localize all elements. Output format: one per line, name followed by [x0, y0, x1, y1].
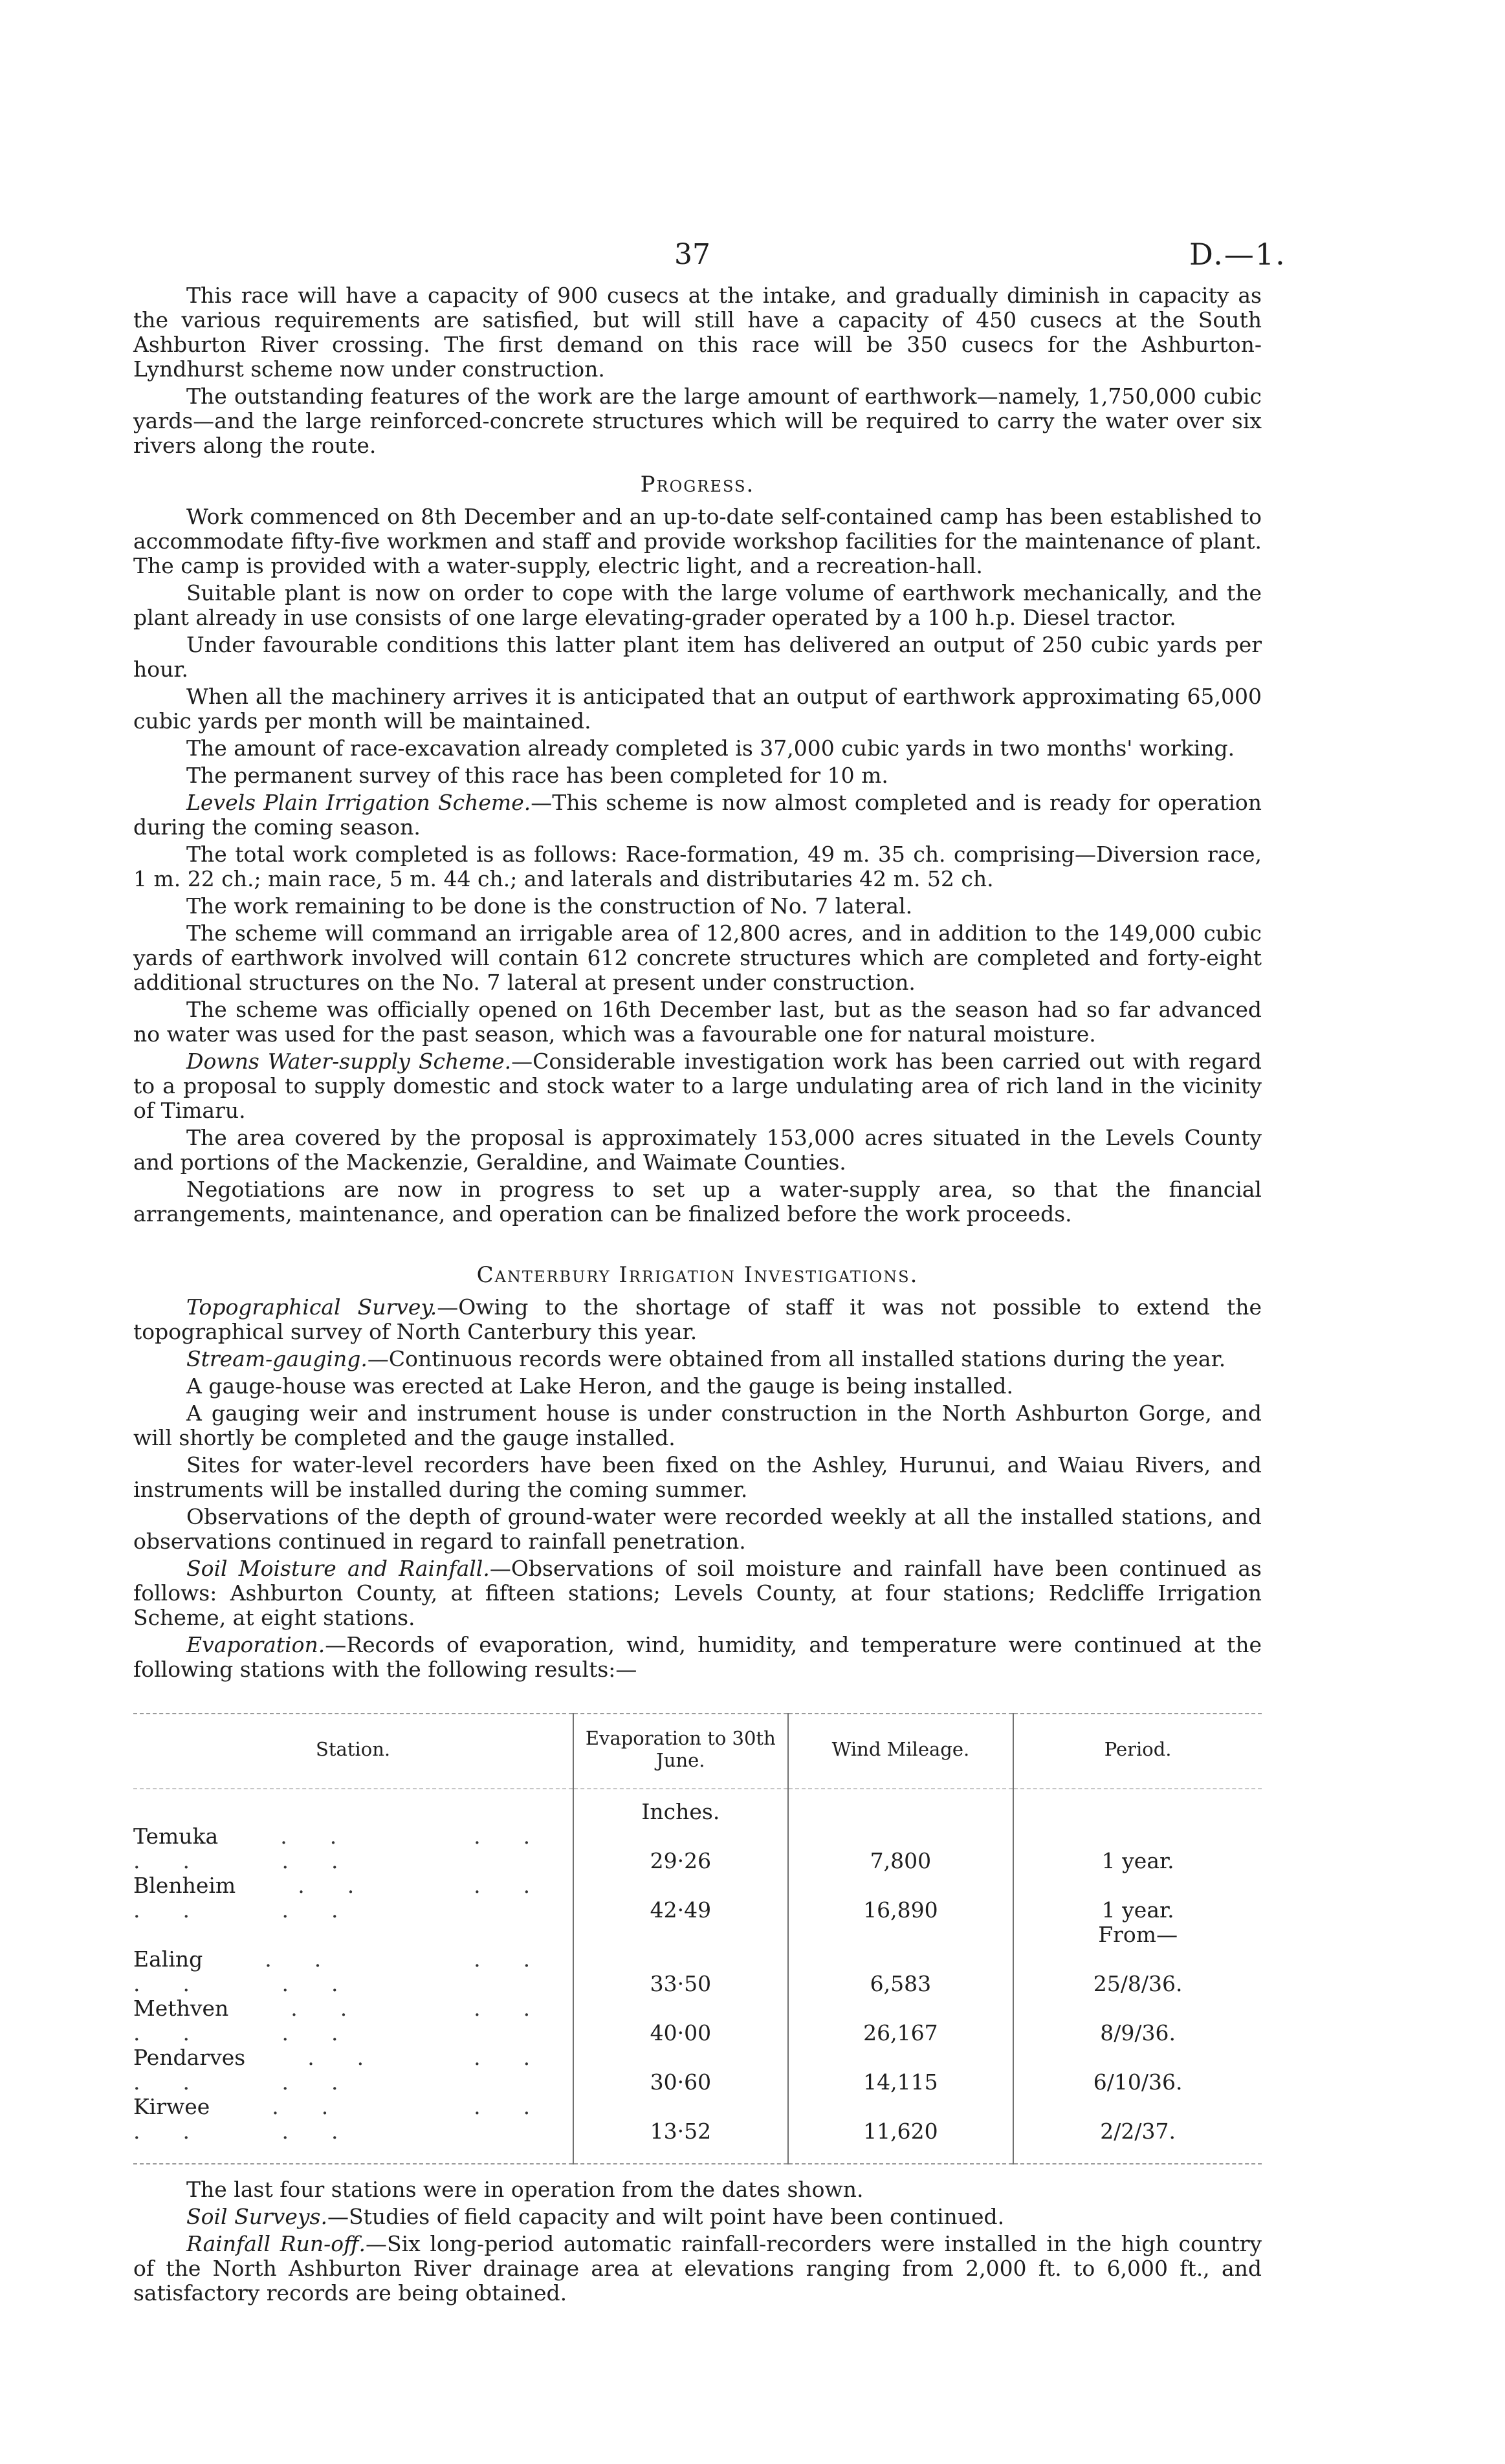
- from-label: From—: [1013, 1923, 1262, 1947]
- paragraph-text: —Records of evaporation, wind, humidity, and temperature were continued at the following stations with the following results:—: [133, 1632, 1262, 1682]
- paragraph-text: —Six long-period automatic rainfall-recorders were installed in the high country of the North Ashburton River drainage area at elevations ranging from 2,000 ft. to 6,000 ft., and satisfactory records are being obtained.: [133, 2231, 1262, 2306]
- period-cell: 1 year.: [1013, 1873, 1262, 1923]
- units-label: Inches.: [573, 1789, 787, 1824]
- paragraph-evaporation: [133, 1633, 1262, 1682]
- evaporation-cell: 30·60: [573, 2045, 787, 2095]
- table-row: [133, 1824, 1262, 1873]
- paragraph-stream-gauging: [133, 1347, 1262, 1371]
- subheading-evaporation: Evaporation.: [186, 1632, 325, 1657]
- paragraph: The total work completed is as follows: Race-formation, 49 m. 35 ch. comprising—Diversion race, 1 m. 22 ch.; main race, 5 m. 44 ch.; and laterals and distributaries 42 m. 52 ch.: [133, 842, 1262, 891]
- table-row: [133, 2045, 1262, 2095]
- section-heading-progress: Progress.: [640, 472, 755, 497]
- paragraph: Suitable plant is now on order to cope with the large volume of earthwork mechanically, and the plant already in use consists of one large elevating-grader operated by a 100 h.p. Diesel tractor.: [133, 580, 1262, 630]
- table-row-station: [133, 1947, 573, 1996]
- paragraph: Sites for water-level recorders have been fixed on the Ashley, Hurunui, and Waiau Rivers, and instruments will be installed during the coming summer.: [133, 1452, 1262, 1502]
- column-header-station: Station.: [133, 1714, 573, 1789]
- period-cell: 1 year.: [1013, 1824, 1262, 1873]
- paragraph: The permanent survey of this race has been completed for 10 m.: [186, 763, 888, 788]
- paragraph-rainfall-runoff: [133, 2232, 1262, 2306]
- paragraph-text: —Considerable investigation work has been carried out with regard to a proposal to supply domestic and stock water to a large undulating area of rich land in the vicinity of Timaru.: [133, 1049, 1262, 1123]
- period-cell: 8/9/36.: [1013, 1996, 1262, 2045]
- paragraph: A gauging weir and instrument house is under construction in the North Ashburton Gorge, and will shortly be completed and the gauge installed.: [133, 1401, 1262, 1450]
- column-header-period: Period.: [1013, 1714, 1262, 1789]
- document-id: D.—1.: [1189, 237, 1286, 272]
- station-name: Temuka: [133, 1824, 219, 1849]
- period-cell: 2/2/37.: [1013, 2095, 1262, 2164]
- subheading-soil-moisture: Soil Moisture and Rainfall.: [186, 1556, 490, 1581]
- station-name: Kirwee: [133, 2094, 210, 2119]
- leader-dots: .. .. .. ..: [133, 1996, 573, 2045]
- leader-dots: .. .. .. ..: [133, 2094, 573, 2144]
- paragraph: Work commenced on 8th December and an up-to-date self-contained camp has been established to accommodate fifty-five workmen and staff and provide workshop facilities for the maintenance of plant. The camp is provided with a water-supply, electric light, and a recreation-hall.: [133, 504, 1262, 578]
- column-header-evaporation: Evaporation to 30th June.: [573, 1714, 787, 1789]
- paragraph: A gauge-house was erected at Lake Heron, and the gauge is being installed.: [186, 1373, 1014, 1399]
- table-row-station: [133, 2045, 573, 2095]
- table-row: [133, 2095, 1262, 2164]
- table-row: [133, 1947, 1262, 1996]
- table-row: [133, 1873, 1262, 1923]
- wind-cell: 14,115: [788, 2045, 1014, 2095]
- subheading-soil-surveys: Soil Surveys.: [186, 2204, 327, 2229]
- paragraph-soil-moisture: [133, 1556, 1262, 1630]
- evaporation-table: [133, 1713, 1262, 2164]
- leader-dots: .. .. .. ..: [133, 1824, 573, 1873]
- table-row-station: [133, 1996, 573, 2045]
- section-heading-canterbury: Canterbury Irrigation Investigations.: [476, 1262, 919, 1288]
- paragraph: Under favourable conditions this latter plant item has delivered an output of 250 cubic yards per hour.: [133, 632, 1262, 682]
- leader-dots: .. .. .. ..: [133, 1873, 573, 1923]
- evaporation-cell: 29·26: [573, 1824, 787, 1873]
- period-cell: 25/8/36.: [1013, 1947, 1262, 1996]
- table-row-station: [133, 1873, 573, 1923]
- wind-cell: 11,620: [788, 2095, 1014, 2164]
- subheading-stream-gauging: Stream-gauging.: [186, 1346, 368, 1371]
- paragraph-text: —This scheme is now almost completed and is ready for operation during the coming season.: [133, 790, 1262, 840]
- subheading-topographical: Topographical Survey.: [186, 1294, 437, 1320]
- paragraph-levels-plain: [133, 790, 1262, 840]
- paragraph: When all the machinery arrives it is anticipated that an output of earthwork approximating 65,000 cubic yards per month will be maintained.: [133, 684, 1262, 734]
- paragraph-downs: [133, 1049, 1262, 1123]
- table-row-station: [133, 1824, 573, 1873]
- evaporation-cell: 40·00: [573, 1996, 787, 2045]
- station-name: Methven: [133, 1996, 229, 2021]
- paragraph: The area covered by the proposal is approximately 153,000 acres situated in the Levels County and portions of the Mackenzie, Geraldine, and Waimate Counties.: [133, 1125, 1262, 1175]
- paragraph-text: —Studies of field capacity and wilt point have been continued.: [327, 2204, 1005, 2229]
- wind-cell: 6,583: [788, 1947, 1014, 1996]
- paragraph: The amount of race-excavation already completed is 37,000 cubic yards in two months' working.: [186, 736, 1235, 761]
- table-row-station: [133, 2095, 573, 2164]
- leader-dots: .. .. .. ..: [133, 2045, 573, 2095]
- paragraph-topographical: [133, 1295, 1262, 1344]
- wind-cell: 26,167: [788, 1996, 1014, 2045]
- leader-dots: .. .. .. ..: [133, 1946, 573, 1996]
- column-header-wind: Wind Mileage.: [788, 1714, 1014, 1789]
- paragraph: The scheme will command an irrigable area of 12,800 acres, and in addition to the 149,000 cubic yards of earthwork involved will contain 612 concrete structures which are completed and forty-eight additional structures on the No. 7 lateral at present under construction.: [133, 921, 1262, 995]
- paragraph: The last four stations were in operation from the dates shown.: [186, 2177, 864, 2202]
- paragraph: Observations of the depth of ground-water were recorded weekly at all the installed stations, and observations continued in regard to rainfall penetration.: [133, 1504, 1262, 1554]
- paragraph-soil-surveys: [133, 2205, 1262, 2229]
- wind-cell: 7,800: [788, 1824, 1014, 1873]
- period-cell: 6/10/36.: [1013, 2045, 1262, 2095]
- paragraph: Negotiations are now in progress to set up a water-supply area, so that the financial arrangements, maintenance, and operation can be finalized before the work proceeds.: [133, 1177, 1262, 1227]
- paragraph: The scheme was officially opened on 16th December last, but as the season had so far advanced no water was used for the past season, which was a favourable one for natural moisture.: [133, 997, 1262, 1047]
- station-name: Pendarves: [133, 2045, 246, 2070]
- paragraph: The work remaining to be done is the construction of No. 7 lateral.: [186, 893, 913, 919]
- table-row: [133, 1996, 1262, 2045]
- paragraph-text: —Owing to the shortage of staff it was not possible to extend the topographical survey of North Canterbury this year.: [133, 1294, 1262, 1344]
- paragraph-text: —Continuous records were obtained from all installed stations during the year.: [367, 1346, 1226, 1371]
- paragraph: The outstanding features of the work are the large amount of earthwork—namely, 1,750,000 cubic yards—and the large reinforced-concrete structures which will be required to carry the water over six rivers along the route.: [133, 384, 1262, 458]
- wind-cell: 16,890: [788, 1873, 1014, 1923]
- subheading-rainfall-runoff: Rainfall Run-off.: [186, 2231, 366, 2256]
- station-name: Blenheim: [133, 1873, 236, 1898]
- page-body: [133, 283, 1262, 2308]
- evaporation-cell: 33·50: [573, 1947, 787, 1996]
- station-name: Ealing: [133, 1946, 203, 1972]
- subheading-levels-plain: Levels Plain Irrigation Scheme.: [186, 790, 531, 815]
- paragraph: This race will have a capacity of 900 cusecs at the intake, and gradually diminish in capacity as the various requirements are satisfied, but will still have a capacity of 450 cusecs at the South Ashburton River crossing. The first demand on this race will be 350 cusecs for the Ashburton-Lyndhurst scheme now under construction.: [133, 283, 1262, 382]
- page-number: 37: [674, 238, 710, 271]
- paragraph-text: —Observations of soil moisture and rainfall have been continued as follows: Ashburton County, at fifteen stations; Levels County, at four stations; Redcliffe Irrigation Scheme, at eight stations.: [133, 1556, 1262, 1630]
- evaporation-cell: 42·49: [573, 1873, 787, 1923]
- subheading-downs: Downs Water-supply Scheme.: [186, 1049, 512, 1074]
- evaporation-cell: 13·52: [573, 2095, 787, 2164]
